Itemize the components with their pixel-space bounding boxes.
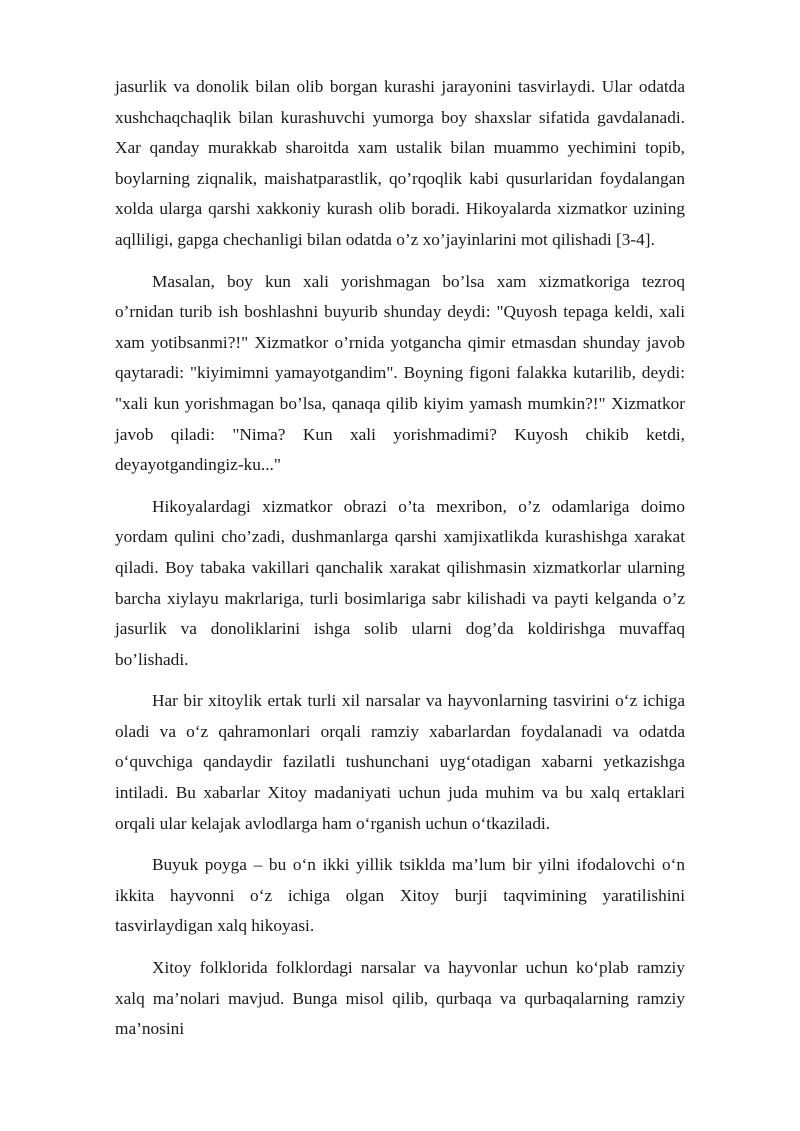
paragraph-chinese-tales: Har bir xitoylik ertak turli xil narsalar va hayvonlarning tasvirini o‘z ichiga oladi va o‘z qahramonlari orqali ramziy xabarlardan foydalanadi va odatda o‘quvchiga qandaydir fazilatli tushunchani uyg‘otadigan xabarni yetkazishga intiladi. Bu xabarlar Xitoy madaniyati uchun juda muhim va bu xalq ertaklari orqali ular kelajak avlodlarga ham o‘rganish uchun o‘tkaziladi. bbox=[115, 691, 685, 833]
paragraph-continued: jasurlik va donolik bilan olib borgan kurashi jarayonini tasvirlaydi. Ular odatda xushchaqchaqlik bilan kurashuvchi yumorga boy shaxslar sifatida gavdalanadi. Xar qanday murakkab sharoitda xam ustalik bilan muammo yechimini topib, boylarning ziqnalik, maishatparastlik, qo’rqoqlik kabi qusurlaridan foydalangan xolda ularga qarshi xakkoniy kurash olib boradi. Hikoyalarda xizmatkor uzining aqlliligi, gapga chechanligi bilan odatda o’z xo’jayinlarini mot qilishadi [3-4]. bbox=[115, 77, 685, 249]
paragraph-example-anecdote: Masalan, boy kun xali yorishmagan bo’lsa xam xizmatkoriga tezroq o’rnidan turib ish boshlashni buyurib shunday deydi: "Quyosh tepaga keldi, xali xam yotibsanmi?!" Xizmatkor o’rnida yotgancha qimir etmasdan shunday javob qaytaradi: "kiyimimni yamayotgandim". Boyning figoni falakka kutarilib, deydi: "xali kun yorishmagan bo’lsa, qanaqa qilib kiyim yamash mumkin?!" Xizmatkor javob qiladi: "Nima? Kun xali yorishmadimi? Kuyosh chikib ketdi, deyayotgandingiz-ku..." bbox=[115, 271, 685, 475]
body-text bbox=[115, 72, 685, 1056]
paragraph-servant-image: Hikoyalardagi xizmatkor obrazi o’ta mexribon, o’z odamlariga doimo yordam qulini cho’zadi, dushmanlarga qarshi xamjixatlikda kurashishga xarakat qiladi. Boy tabaka vakillari qanchalik xarakat qilishmasin xizmatkorlar ularning barcha xiylayu makrlariga, turli bosimlariga sabr kilishadi va payti kelganda o’z jasurlik va donoliklarini ishga solib ularni dog’da koldirishga muvaffaq bo’lishadi. bbox=[115, 496, 685, 669]
paragraph-folklore-symbols: Xitoy folklorida folklordagi narsalar va hayvonlar uchun ko‘plab ramziy xalq ma’nolari mavjud. Bunga misol qilib, qurbaqa va qurbaqalarning ramziy ma’nosini bbox=[115, 958, 685, 1039]
paragraph-great-race: Buyuk poyga – bu o‘n ikki yillik tsiklda ma’lum bir yilni ifodalovchi o‘n ikkita hayvonni o‘z ichiga olgan Xitoy burji taqvimining yaratilishini tasvirlaydigan xalq hikoyasi. bbox=[115, 855, 685, 936]
